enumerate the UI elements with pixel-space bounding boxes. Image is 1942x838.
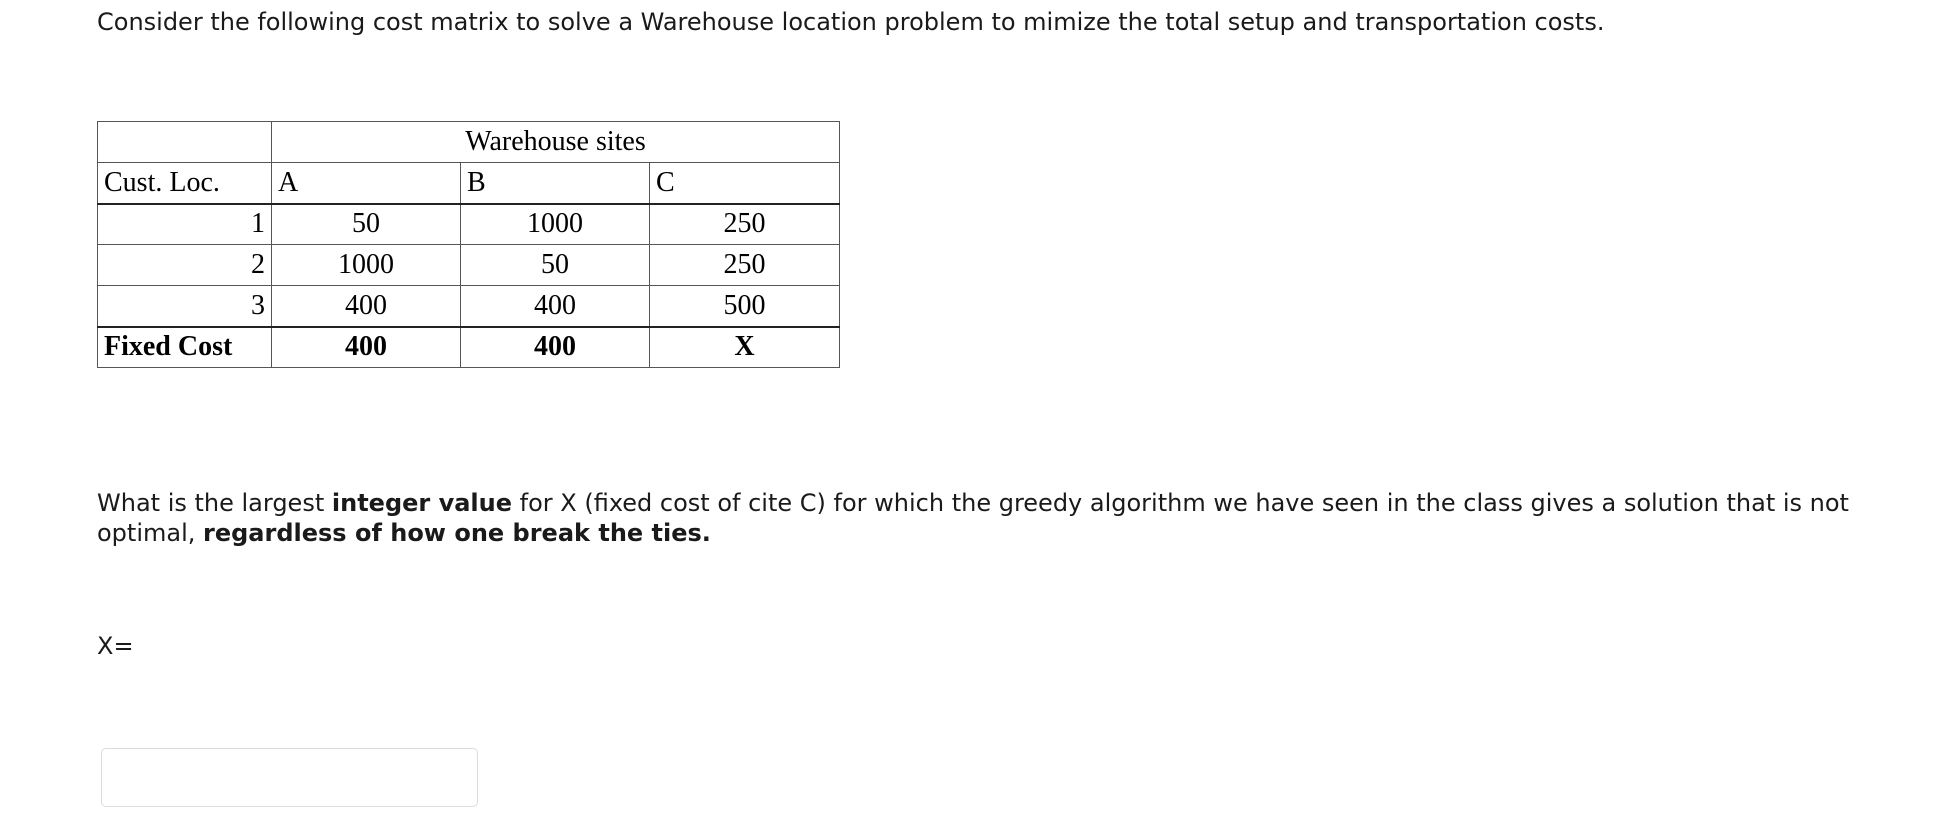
cust-loc-header: Cust. Loc. (98, 163, 272, 204)
cost-cell: 1000 (461, 204, 650, 245)
question-bold-2: regardless of how one break the ties. (203, 519, 711, 547)
cost-cell: 50 (272, 204, 461, 245)
table-row (98, 245, 840, 286)
site-c-header: C (650, 163, 840, 204)
cost-cell: 50 (461, 245, 650, 286)
customer-label: 2 (98, 245, 272, 286)
fixed-cost-label: Fixed Cost (98, 327, 272, 368)
cost-cell: 250 (650, 204, 840, 245)
table-header-row (98, 163, 840, 204)
fixed-cost-cell: 400 (461, 327, 650, 368)
fixed-cost-row (98, 327, 840, 368)
question-bold-1: integer value (331, 489, 513, 517)
table-empty-corner (98, 122, 272, 163)
warehouse-sites-header: Warehouse sites (272, 122, 840, 163)
cost-cell: 1000 (272, 245, 461, 286)
cost-cell: 250 (650, 245, 840, 286)
question-text (97, 488, 1897, 548)
site-a-header: A (272, 163, 461, 204)
intro-text: Consider the following cost matrix to solve a Warehouse location problem to mimize the total setup and transportation costs. (97, 8, 1605, 36)
cost-cell: 400 (461, 286, 650, 327)
table-row (98, 286, 840, 327)
answer-input[interactable] (101, 748, 478, 807)
cost-matrix-table (97, 121, 840, 368)
question-part-2: for X (fixed cost of cite C) for which the greedy algorithm we have seen in the class gives a solution that is not optimal, (97, 489, 1849, 547)
customer-label: 3 (98, 286, 272, 327)
site-b-header: B (461, 163, 650, 204)
fixed-cost-cell: 400 (272, 327, 461, 368)
table-group-header-row (98, 122, 840, 163)
fixed-cost-cell: X (650, 327, 840, 368)
cost-cell: 500 (650, 286, 840, 327)
table-row (98, 204, 840, 245)
question-part-1: What is the largest (97, 489, 332, 517)
cost-cell: 400 (272, 286, 461, 327)
customer-label: 1 (98, 204, 272, 245)
answer-label: X= (97, 632, 134, 660)
